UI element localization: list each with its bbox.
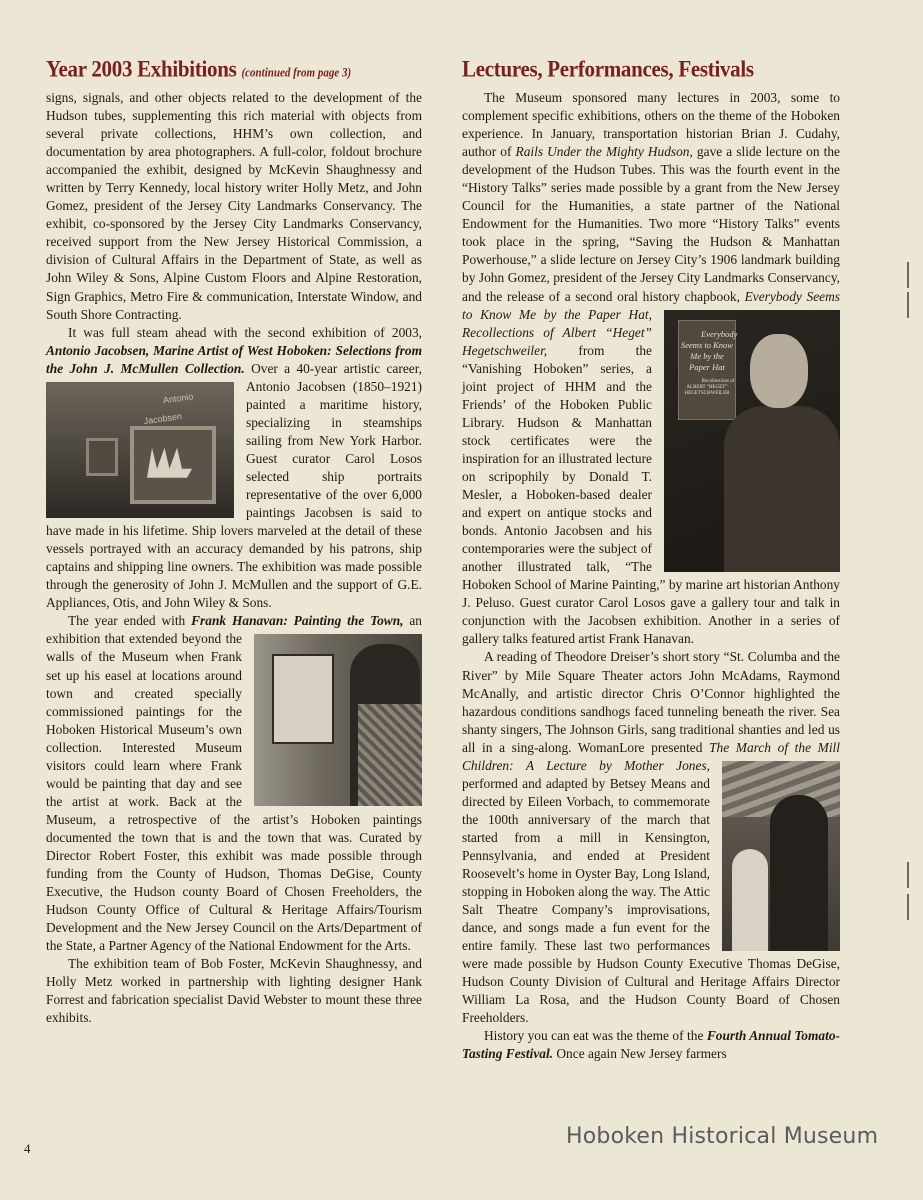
exhibitions-paragraph-4: The exhibition team of Bob Foster, McKevin Shaughnessy, and Holly Metz worked in partnership with lighting designer Hank Forrest and fabrication specialist David Webster to mount these three exhibits. xyxy=(46,956,422,1026)
mother-jones-photo xyxy=(722,761,840,951)
exhibit-wall-sign: Antonio Jacobsen xyxy=(143,390,194,427)
hanavan-painting-photo xyxy=(254,634,422,806)
binder-mark xyxy=(907,292,909,318)
hanavan-exhibit-title: Frank Hanavan: Painting the Town, xyxy=(191,613,404,629)
exhibitions-paragraph-2: It was full steam ahead with the second exhibition of 2003, Antonio Jacobsen, Marine Artist of West Hoboken: Selections from the John J. McMullen Collection. Antonio Jacobsen Over a 40-year artistic career, Antonio Jacobsen (1850–1921) painted a maritime history, specializing in steamships sailing from New York Harbor. Guest curator Carol Losos selected ship portraits representative of the over 6,000 paintings Jacobsen is said to have made in his lifetime. Ship lovers marveled at the detail of these vessels portrayed with an accuracy demanded by his patrons, ship captains and shipping line owners. The exhibition was made possible through the generosity of John J. McMullen and the support of G.E. Appliances, Otis, and John Wiley & Sons. xyxy=(46,324,422,611)
museum-watermark: Hoboken Historical Museum xyxy=(566,1124,879,1149)
page-number: 4 xyxy=(24,1141,31,1156)
jacobsen-exhibit-title: Antonio Jacobsen, Marine Artist of West Hoboken: Selections from the John J. McMullen Collection. xyxy=(46,342,422,376)
lectures-paragraph-3: History you can eat was the theme of the Fourth Annual Tomato-Tasting Festival. Once again New Jersey farmers xyxy=(462,1028,840,1062)
binder-mark xyxy=(907,262,909,288)
tomato-festival-title: Fourth Annual Tomato-Tasting Festival. xyxy=(462,1028,840,1062)
hegetschweiler-photo xyxy=(664,310,840,572)
chapbook-cover: Everybody Seems to Know Me by the Paper Hat Recollections of ALBERT “HEGET” HEGETSCHWEILER xyxy=(678,320,736,420)
book-title-rails: Rails Under the Mighty Hudson, xyxy=(515,144,693,160)
mill-children-title: The March of the Mill Children: A Lecture by Mother Jones, xyxy=(462,739,840,773)
exhibitions-paragraph-1: signs, signals, and other objects related to the development of the Hudson tubes, supplementing this rich material with objects from several private collections, HHM’s own collection, and documentation by area photographers. A full-color, foldout brochure accompanied the exhibit, designed by McKevin Shaughnessy and written by Terry Kennedy, local history writer Holly Metz, and John Gomez, president of the Jersey City Landmarks Conservancy. The exhibit, co-sponsored by the Jersey City Landmarks Conservancy, received support from the New Jersey Historical Commission, a division of Cultural Affairs in the Department of State, as well as John Wiley & Sons, Alpine Custom Floors and Alpine Restoration, Sign Graphics, Metro Fire & communication, Interstate Window, and South Shore Contracting. xyxy=(46,90,422,322)
right-column xyxy=(462,55,840,1064)
left-column xyxy=(46,55,423,1027)
binder-mark xyxy=(907,894,909,920)
lectures-paragraph-2: A reading of Theodore Dreiser’s short story “St. Columba and the River” by Mile Square Theater actors John McAdams, Raymond McAnally, and artistic director Chris O’Connor highlighted the hazardous conditions sandhogs faced tunneling beneath the river. Sea shanty singers, The Johnson Girls, sang traditional shanties and led us all in a sing-along. WomanLore presented The March of the Mill Children: A Lecture by Mother Jones, performed and adapted by Betsey Means and directed by Eileen Vorbach, to commemorate the 100th anniversary of the march that started from a mill in Kensington, Pennsylvania, and ended at President Roosevelt’s home in Oyster Bay, Long Island, stopping in Hoboken along the way. The Attic Salt Theatre Company’s improvisations, dance, and songs made a fun event for the entire family. These last two performances were made possible by Hudson County Executive Thomas DeGise, Hudson County Division of Cultural and Heritage Affairs Director William La Rosa, and the Hudson County Board of Chosen Freeholders. xyxy=(462,649,840,1026)
continued-note: (continued from page 3) xyxy=(241,66,352,80)
chapbook-title: Everybody Seems to Know Me by the Paper Hat, Recollections of Albert “Heget” Hegetschweiler, xyxy=(462,288,840,358)
binder-mark xyxy=(907,862,909,888)
section-title-exhibitions: Year 2003 Exhibitions (continued from page 3) xyxy=(46,55,352,82)
jacobsen-exhibit-photo xyxy=(46,382,234,518)
exhibitions-paragraph-3: The year ended with Frank Hanavan: Painting the Town, an exhibition that extended beyond the walls of the Museum when Frank set up his easel at locations around town and created specially commissioned paintings for the Hoboken Historical Museum’s own collection. Interested Museum visitors could learn where Frank would be painting that day and see the artist at work. Back at the Museum, a retrospective of the artist’s Hoboken paintings documented the town that is and the town that was. Curated by Director Robert Foster, this exhibit was made possible through funding from the County of Hudson, Thomas DeGise, County Executive, the Hudson county Board of Chosen Freeholders, the Hudson County Office of Cultural & Heritage Affairs/Tourism Development and the New Jersey Council on the Arts/Department of the State, a Partner Agency of the National Endowment for the Arts. xyxy=(46,613,423,954)
section-title-lectures: Lectures, Performances, Festivals xyxy=(462,55,754,82)
lectures-paragraph-1: The Museum sponsored many lectures in 2003, some to complement specific exhibitions, others on the theme of the Hoboken experience. In January, transportation historian Brian J. Cudahy, author of Rails Under the Mighty Hudson, gave a slide lecture on the development of the Hudson Tubes. This was the fourth event in the “History Talks” series made possible by a grant from the New Jersey Council for the Humanities, a state partner of the National Endowment for the Humanities. Two more “History Talks” events took place in the spring, “Saving the Hudson & Manhattan Powerhouse,” a slide lecture on Jersey City’s 1906 landmark building by John Gomez, president of the Jersey City Landmarks Conservancy, and the release of a second oral history chapbook, Everybody Seems to Know Me by the Paper Hat Recollections of ALBERT “HEGET” HEGETSCHWEILER Everybody Seems to Know Me by the Paper Hat, Recollections of Albert “Heget” Hegetschweiler, from the “Vanishing Hoboken” series, a joint project of HHM and the Friends’ of the Hoboken Public Library. Hudson & Manhattan stock certificates were the inspiration for an illustrated lecture on scripophily by Donald T. Mesler, a Hoboken-based dealer and expert on antique stocks and bonds. Antonio Jacobsen and his contemporaries were the subject of another illustrated talk, “The Hoboken School of Marine Painting,” by marine art historian Anthony J. Peluso. Guest curator Carol Losos gave a gallery tour and talk in conjunction with the Jacobsen exhibition. Another in a series of gallery talks featured artist Frank Hanavan. xyxy=(462,90,840,647)
